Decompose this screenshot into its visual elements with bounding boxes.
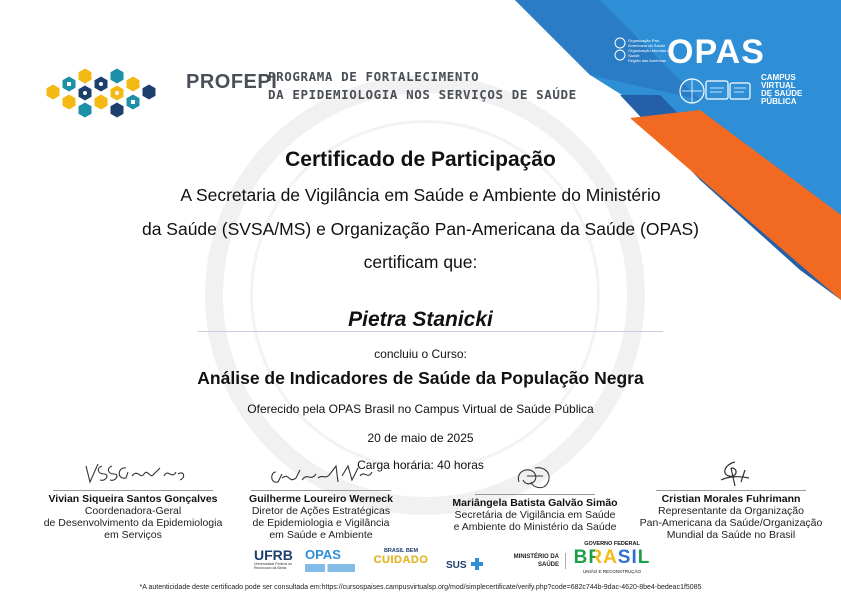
signer-1-name: Vivian Siqueira Santos Gonçalves (48, 493, 218, 505)
signer-4-name: Cristian Morales Fuhrimann (661, 493, 801, 505)
campus-line-2: VIRTUAL (761, 81, 796, 90)
signer-2-name: Guilherme Loureiro Werneck (249, 493, 393, 505)
signer-3-name: Mariângela Batista Galvão Simão (452, 497, 618, 509)
verification-note: *A autenticidade deste certificado pode ser consultada em:https://cursospaises.campusvirtualsp.org/mod/simplecertificate/verify.php?code=682c744b-9dac-4620-8be4-bedeac1f5085 (139, 584, 702, 591)
cuidado-text: CUIDADO (373, 554, 429, 566)
who-line-1: Organização Pan-Americana da Saúde (628, 38, 666, 48)
course-name: Análise de Indicadores de Saúde da População Negra (197, 368, 644, 388)
ministerio-line-1: MINISTÉRIO DA (513, 554, 559, 560)
signer-1-role-3: em Serviços (104, 529, 162, 541)
certificate-date: 20 de maio de 2025 (367, 431, 474, 445)
campus-virtual-text (761, 74, 802, 106)
program-line-1: PROGRAMA DE FORTALECIMENTO (268, 69, 480, 84)
opas-logo-text: OPAS (667, 33, 765, 71)
signer-4-role-1: Representante da Organização (658, 505, 804, 517)
program-name (268, 68, 577, 104)
certificate-title: Certificado de Participação (285, 148, 556, 171)
signature-2-image (256, 458, 386, 490)
uniao-text: UNIÃO E RECONSTRUÇÃO (582, 569, 641, 574)
concluiu-text: concluiu o Curso: (374, 347, 467, 361)
governo-text: GOVERNO FEDERAL (584, 541, 640, 547)
signature-1-image (68, 458, 198, 490)
signature-2-rule (251, 490, 391, 491)
signer-3-role-2: e Ambiente do Ministério da Saúde (453, 521, 617, 533)
governo-federal-logo (570, 541, 654, 574)
who-emblem-icon (614, 37, 626, 61)
intro-line-3: certificam que: (363, 252, 478, 272)
signature-block-3 (440, 460, 630, 533)
signature-3-rule (475, 494, 595, 495)
ministerio-logo (497, 553, 566, 569)
opas-footer-text: OPAS (305, 547, 341, 562)
intro-line-2: da Saúde (SVSA/MS) e Organização Pan-Americana da Saúde (OPAS) (141, 219, 700, 239)
sus-cross-icon (471, 558, 483, 570)
signer-4-role-3: Mundial da Saúde no Brasil (666, 529, 796, 541)
brasil-text: BRASIL (570, 547, 654, 569)
signer-2-role-2: de Epidemiologia e Vigilância (252, 517, 390, 529)
signature-4-rule (656, 490, 806, 491)
participant-name: Pietra Stanicki (348, 308, 493, 331)
ufrb-text: UFRB (254, 547, 293, 563)
sus-logo (446, 555, 486, 573)
sus-text: SUS (446, 560, 467, 571)
signature-block-4 (626, 458, 836, 541)
opas-footer-stripe (305, 564, 355, 572)
who-line-2: Organização Mundial da Saúde (628, 48, 672, 58)
campus-line-1: CAMPUS (761, 73, 796, 82)
signature-3-image (505, 460, 565, 494)
signature-4-image (701, 458, 761, 490)
participant-underline (198, 331, 663, 332)
intro-line-1: A Secretaria de Vigilância em Saúde e Ambiente do Ministério (180, 185, 661, 205)
signature-block-1 (38, 458, 228, 541)
opas-footer-logo (305, 548, 355, 572)
profepi-wordmark: PROFEPI (186, 71, 278, 93)
ufrb-logo (254, 548, 302, 570)
who-line-3: Região das Américas (628, 58, 666, 63)
campus-line-3: DE SAÚDE (761, 89, 803, 98)
signature-1-rule (53, 490, 213, 491)
campus-virtual-icon (678, 76, 756, 106)
brasil-bem-text: BRASIL BEM (383, 548, 419, 554)
brasil-bem-cuidado-logo (368, 548, 434, 567)
campus-line-4: PÚBLICA (761, 97, 797, 106)
signer-4-role-2: Pan-Americana da Saúde/Organização (639, 517, 823, 529)
signer-2-role-1: Diretor de Ações Estratégicas (251, 505, 391, 517)
ministerio-line-2: SAÚDE (537, 562, 559, 568)
signer-1-role-2: de Desenvolvimento da Epidemiologia (43, 517, 223, 529)
signer-2-role-3: em Saúde e Ambiente (269, 529, 373, 541)
offered-by-text: Oferecido pela OPAS Brasil no Campus Virtual de Saúde Pública (247, 402, 594, 416)
ufrb-subtext: Universidade Federal do Recôncavo da Bahia (254, 562, 293, 570)
signer-1-role-1: Coordenadora-Geral (84, 505, 182, 517)
workload-text: Carga horária: 40 horas (357, 458, 484, 472)
program-line-2: DA EPIDEMIOLOGIA NOS SERVIÇOS DE SAÚDE (268, 87, 577, 102)
profepi-hexagon-logo (36, 66, 161, 126)
signature-block-2 (236, 458, 406, 541)
signer-3-role-1: Secretária de Vigilância em Saúde (454, 509, 616, 521)
